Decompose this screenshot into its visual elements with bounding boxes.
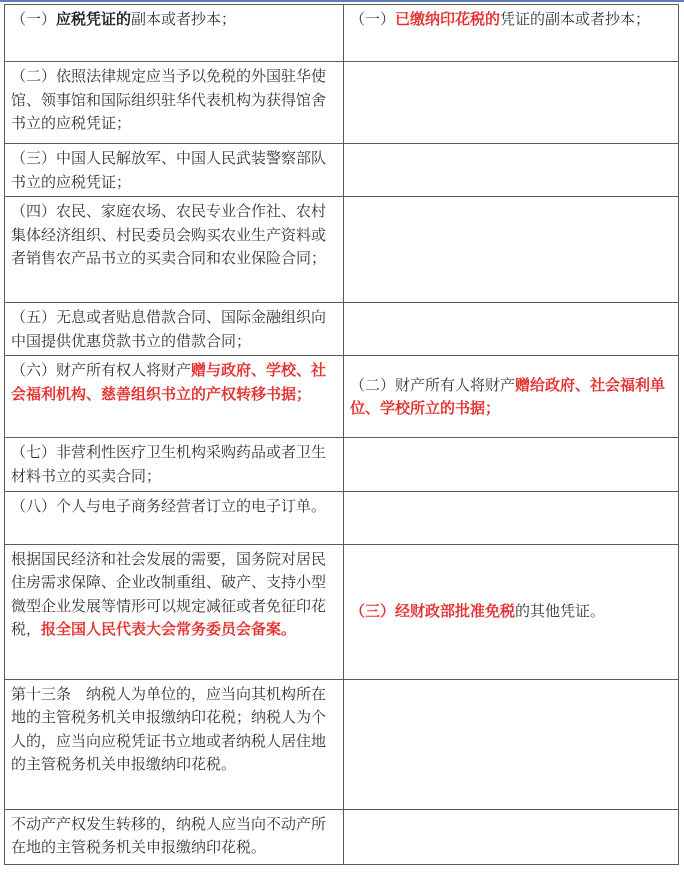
cell-text: （一） xyxy=(350,10,396,28)
cell-text: （七）非营利性医疗卫生机构采购药品或者卫生材料书立的买卖合同； xyxy=(11,443,327,485)
new-law-cell xyxy=(5,544,344,679)
table-row xyxy=(5,679,679,809)
new-law-cell xyxy=(5,809,344,864)
cell-text: （二）财产所有人将财产 xyxy=(350,375,516,394)
cell-text: （一） xyxy=(11,10,57,28)
emphasis-text: 报全国人民代表大会常务委员会备案。 xyxy=(41,620,297,639)
cell-text: （八）个人与电子商务经营者订立的电子订单。 xyxy=(11,496,327,515)
table-row xyxy=(5,809,679,864)
table-row xyxy=(5,5,679,62)
cell-text: 凭证的副本或者抄本； xyxy=(500,10,651,28)
table-row xyxy=(5,197,679,303)
new-law-cell xyxy=(5,144,344,197)
table-row xyxy=(5,544,679,679)
table-row xyxy=(5,438,679,491)
new-law-cell xyxy=(5,679,344,809)
cell-text: 根据国民经济和社会发展的需要，国务院对居民住房需求保障、企业改制重组、破产、支持小型微型企业发展等情形可以规定减征或者免征印花税， xyxy=(11,549,327,639)
table-body xyxy=(5,5,679,865)
old-rules-cell xyxy=(344,303,679,356)
cell-text: （六）财产所有权人将财产 xyxy=(11,361,192,380)
new-law-cell xyxy=(5,356,344,438)
new-law-cell xyxy=(5,491,344,544)
cell-text: 的其他凭证。 xyxy=(515,602,606,621)
table-row xyxy=(5,303,679,356)
cell-text: （五）无息或者贴息借款合同、国际金融组织向中国提供优惠贷款书立的借款合同； xyxy=(11,308,327,350)
old-rules-cell xyxy=(344,144,679,197)
emphasis-text: 赠与政府、学校、社会福利机构、慈善组织书立的产权转移书据； xyxy=(11,361,327,403)
emphasis-text: （三）经财政部批准免税 xyxy=(350,602,516,621)
cell-text: 不动产产权发生转移的，纳税人应当向不动产所在地的主管税务机关申报缴纳印花税。 xyxy=(11,814,327,857)
old-rules-cell xyxy=(344,679,679,809)
old-rules-cell xyxy=(344,356,679,438)
table-row xyxy=(5,356,679,438)
old-rules-cell xyxy=(344,5,679,62)
new-law-cell xyxy=(5,5,344,62)
table-row xyxy=(5,491,679,544)
table-row xyxy=(5,62,679,144)
old-rules-cell xyxy=(344,62,679,144)
cell-text: 副本或者抄本； xyxy=(131,10,237,28)
old-rules-cell xyxy=(344,544,679,679)
old-rules-cell xyxy=(344,197,679,303)
old-rules-cell xyxy=(344,438,679,491)
bold-text: 应税凭证的 xyxy=(56,10,132,28)
cell-text: 第十三条 纳税人为单位的，应当向其机构所在地的主管税务机关申报缴纳印花税；纳税人为个人的，应当向应税凭证书立地或者纳税人居住地的主管税务机关申报缴纳印花税。 xyxy=(11,684,327,774)
cell-text: （二）依照法律规定应当予以免税的外国驻华使馆、领事馆和国际组织驻华代表机构为获得馆舍书立的应税凭证； xyxy=(11,67,327,133)
new-law-cell xyxy=(5,438,344,491)
emphasis-text: 已缴纳印花税的 xyxy=(395,10,501,28)
emphasis-text: 赠给政府、社会福利单位、学校所立的书据； xyxy=(350,375,666,418)
old-rules-cell xyxy=(344,491,679,544)
new-law-cell xyxy=(5,303,344,356)
cell-text: （四）农民、家庭农场、农民专业合作社、农村集体经济组织、村民委员会购买农业生产资料或者销售农产品书立的买卖合同和农业保险合同； xyxy=(11,202,327,268)
new-law-cell xyxy=(5,62,344,144)
comparison-table xyxy=(4,4,679,865)
table-row xyxy=(5,144,679,197)
new-law-cell xyxy=(5,197,344,303)
cell-text: （三）中国人民解放军、中国人民武装警察部队书立的应税凭证； xyxy=(11,149,327,191)
top-rule xyxy=(0,0,684,2)
old-rules-cell xyxy=(344,809,679,864)
